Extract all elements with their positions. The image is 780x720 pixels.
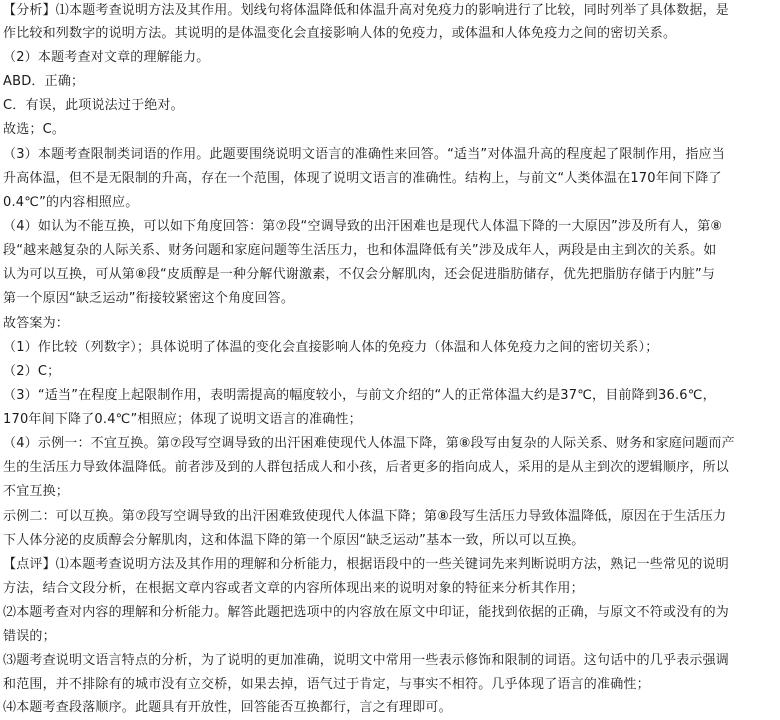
answer-heading: 故答案为： [3, 316, 70, 331]
analysis-line-3: （2）本题考查对文章的理解能力。 [3, 50, 210, 65]
answer-line-2: （2）C； [3, 364, 61, 379]
comment-line-2: 方法，结合文段分析，在根据文章内容或者文章的内容所体现出来的说明对象的特征来分析其作用； [3, 581, 584, 596]
analysis-line-9: 0.4℃”的内容相照应。 [3, 195, 139, 210]
answer-line-8: 示例二：可以互换。第⑦段写空调导致的出汗困难致使现代人体温下降；第⑧段写生活压力导致体温降低，原因在于生活压力 [3, 509, 727, 524]
answer-line-7: 不宜互换； [3, 484, 70, 499]
analysis-line-12: 认为可以互换，可从第⑧段“皮质醇是一种分解代谢激素，不仅会分解肌肉，还会促进脂肪储存，优先把脂肪存储于内脏”与 [3, 267, 716, 282]
comment-line-1: 【点评】⑴本题考查说明方法及其作用的理解和分析能力，根据语段中的一些关键词先来判断说明方法，熟记一些常见的说明 [3, 557, 730, 572]
answer-line-6: 生的生活压力导致体温降低。前者涉及到的人群包括成人和小孩，后者更多的指向成人，采用的是从主到次的逻辑顺序，所以 [3, 460, 730, 475]
analysis-line-13: 第一个原因“缺乏运动”衔接较紧密这个角度回答。 [3, 291, 295, 306]
answer-line-5: （4）示例一：不宜互换。第⑦段写空调导致的出汗困难使现代人体温下降，第⑧段写由复杂的人际关系、财务和家庭问题而产 [3, 436, 735, 451]
analysis-line-6: 故选；C。 [3, 122, 66, 137]
comment-line-7: ⑷本题考查段落顺序。此题具有开放性，回答能否互换都行，言之有理即可。 [3, 700, 452, 715]
analysis-line-7: （3）本题考查限制类词语的作用。此题要围绕说明文语言的准确性来回答。“适当”对体温升高的程度起了限制作用，指应当 [3, 147, 725, 162]
comment-line-4: 错误的； [3, 629, 56, 644]
analysis-line-11: 段“越来越复杂的人际关系、财务问题和家庭问题等生活压力，也和体温降低有关”涉及成年人，两段是由主到次的关系。如 [3, 243, 717, 258]
comment-line-6: 和范围，并不排除有的城市没有立交桥，如果去掉，语气过于肯定，与事实不相符。几乎体现了语言的准确性； [3, 677, 650, 692]
answer-line-1: （1）作比较（列数字）；具体说明了体温的变化会直接影响人体的免疫力（体温和人体免疫力之间的密切关系）； [3, 340, 659, 355]
analysis-line-2: 作比较和列数字的说明方法。其说明的是体温变化会直接影响人体的免疫力，或体温和人体免疫力之间的密切关系。 [3, 26, 677, 41]
answer-line-4: 170年间下降了0.4℃”相照应；体现了说明文语言的准确性； [3, 412, 362, 427]
analysis-line-10: （4）如认为不能互换，可以如下角度回答：第⑦段“空调导致的出汗困难也是现代人体温下降的一大原因”涉及所有人，第⑧ [3, 219, 723, 234]
analysis-line-4: ABD．正确； [3, 74, 85, 89]
comment-line-3: ⑵本题考查对内容的理解和分析能力。解答此题把选项中的内容放在原文中印证，能找到依据的正确，与原文不符或没有的为 [3, 605, 730, 620]
answer-line-3: （3）“适当”在程度上起限制作用，表明需提高的幅度较小，与前文介绍的“人的正常体温大约是37℃，目前降到36.6℃， [3, 388, 716, 403]
analysis-line-8: 升高体温，但不是无限制的升高，存在一个范围，体现了说明文语言的准确性。结构上，与前文“人类体温在170年间下降了 [3, 171, 722, 186]
comment-line-5: ⑶题考查说明文语言特点的分析，为了说明的更加准确，说明文中常用一些表示修饰和限制的词语。这句话中的几乎表示强调 [3, 653, 730, 668]
analysis-line-5: C．有误，此项说法过于绝对。 [3, 98, 184, 113]
analysis-line-1: 【分析】⑴本题考查说明方法及其作用。划线句将体温降低和体温升高对免疫力的影响进行了比较，同时列举了具体数据，是 [3, 3, 730, 18]
answer-line-9: 下人体分泌的皮质醇会分解肌肉，这和体温下降的第一个原因“缺乏运动”基本一致，所以可以互换。 [3, 533, 585, 548]
